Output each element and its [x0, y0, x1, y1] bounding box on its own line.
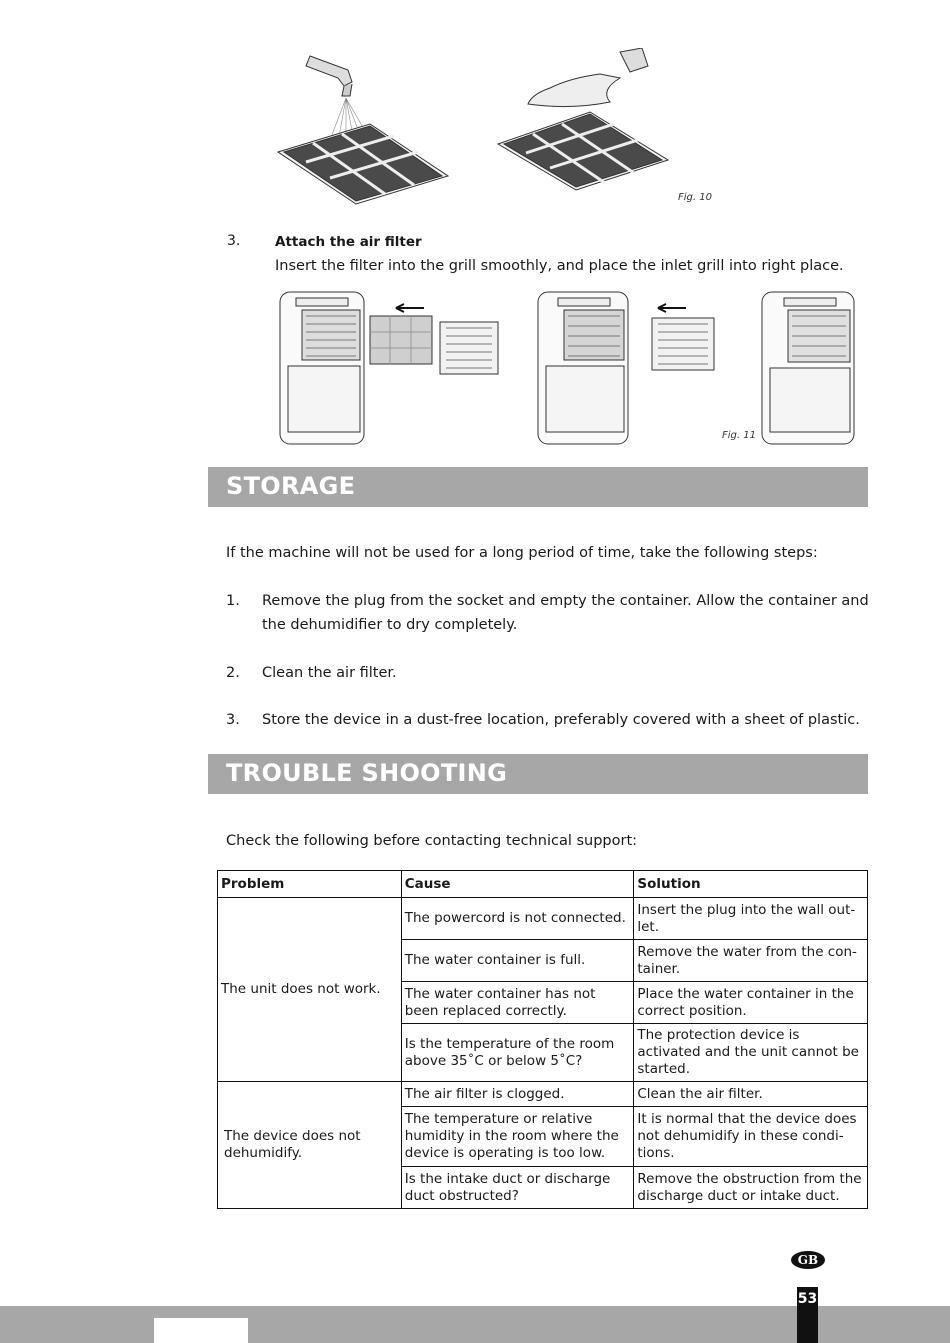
- trouble-shooting-banner: [208, 754, 868, 794]
- header-solution: Solution: [634, 871, 868, 898]
- cause-cell: Is the temperature of the room above 35˚C or below 5˚C?: [401, 1024, 634, 1082]
- header-cause: Cause: [401, 871, 634, 898]
- footer-white-block: [154, 1318, 248, 1343]
- solution-cell: Remove the obstruction from the discharge duct or intake duct.: [634, 1167, 868, 1209]
- solution-cell: Place the water container in the correct position.: [634, 982, 868, 1024]
- figure-10-label: Fig. 10: [678, 192, 712, 203]
- storage-banner: [208, 467, 868, 507]
- cause-cell: The water container is full.: [401, 940, 634, 982]
- cause-cell: The air filter is clogged.: [401, 1082, 634, 1107]
- storage-step-1-line1: Remove the plug from the socket and empty the container. Allow the container and: [262, 593, 869, 609]
- figure-11-label: Fig. 11: [722, 430, 756, 441]
- storage-step-2-text: Clean the air filter.: [262, 665, 397, 681]
- solution-cell: Remove the water from the con-tainer.: [634, 940, 868, 982]
- solution-cell: It is normal that the device does not dehumidify in these condi-tions.: [634, 1107, 868, 1167]
- storage-step-1-line2: the dehumidifier to dry completely.: [262, 617, 518, 633]
- solution-cell: Insert the plug into the wall out-let.: [634, 898, 868, 940]
- storage-intro: If the machine will not be used for a long period of time, take the following steps:: [226, 545, 818, 561]
- page-number-tab: [797, 1287, 818, 1343]
- problem-cell: The device does not dehumidify.: [218, 1082, 402, 1209]
- table-row: [218, 1082, 868, 1107]
- step-number: 3.: [227, 233, 241, 249]
- trouble-shooting-heading: TROUBLE SHOOTING: [226, 759, 508, 787]
- problem-cell: The unit does not work.: [218, 898, 402, 1082]
- table-row: [218, 898, 868, 940]
- storage-step-3-text: Store the device in a dust-free location, preferably covered with a sheet of plastic.: [262, 712, 860, 728]
- solution-cell: The protection device is activated and the unit cannot be started.: [634, 1024, 868, 1082]
- cause-cell: The temperature or relative humidity in the room where the device is operating is too low.: [401, 1107, 634, 1167]
- step-title: Attach the air filter: [275, 234, 422, 250]
- cause-cell: The water container has not been replaced correctly.: [401, 982, 634, 1024]
- header-problem: Problem: [218, 871, 402, 898]
- cause-cell: Is the intake duct or discharge duct obstructed?: [401, 1167, 634, 1209]
- filter-assembly-illustration: [272, 286, 864, 448]
- cause-cell: The powercord is not connected.: [401, 898, 634, 940]
- storage-heading: STORAGE: [226, 472, 356, 500]
- trouble-intro: Check the following before contacting technical support:: [226, 833, 638, 849]
- solution-cell: Clean the air filter.: [634, 1082, 868, 1107]
- troubleshooting-table: [217, 870, 868, 1209]
- storage-step-1-number: 1.: [226, 593, 240, 609]
- step-text: Insert the filter into the grill smoothly, and place the inlet grill into right place.: [275, 258, 844, 274]
- storage-step-3-number: 3.: [226, 712, 240, 728]
- filter-cleaning-illustration: [270, 48, 720, 213]
- storage-step-2-number: 2.: [226, 665, 240, 681]
- language-badge: GB: [791, 1251, 825, 1269]
- table-header-row: [218, 871, 868, 898]
- page-number: 53: [797, 1291, 818, 1307]
